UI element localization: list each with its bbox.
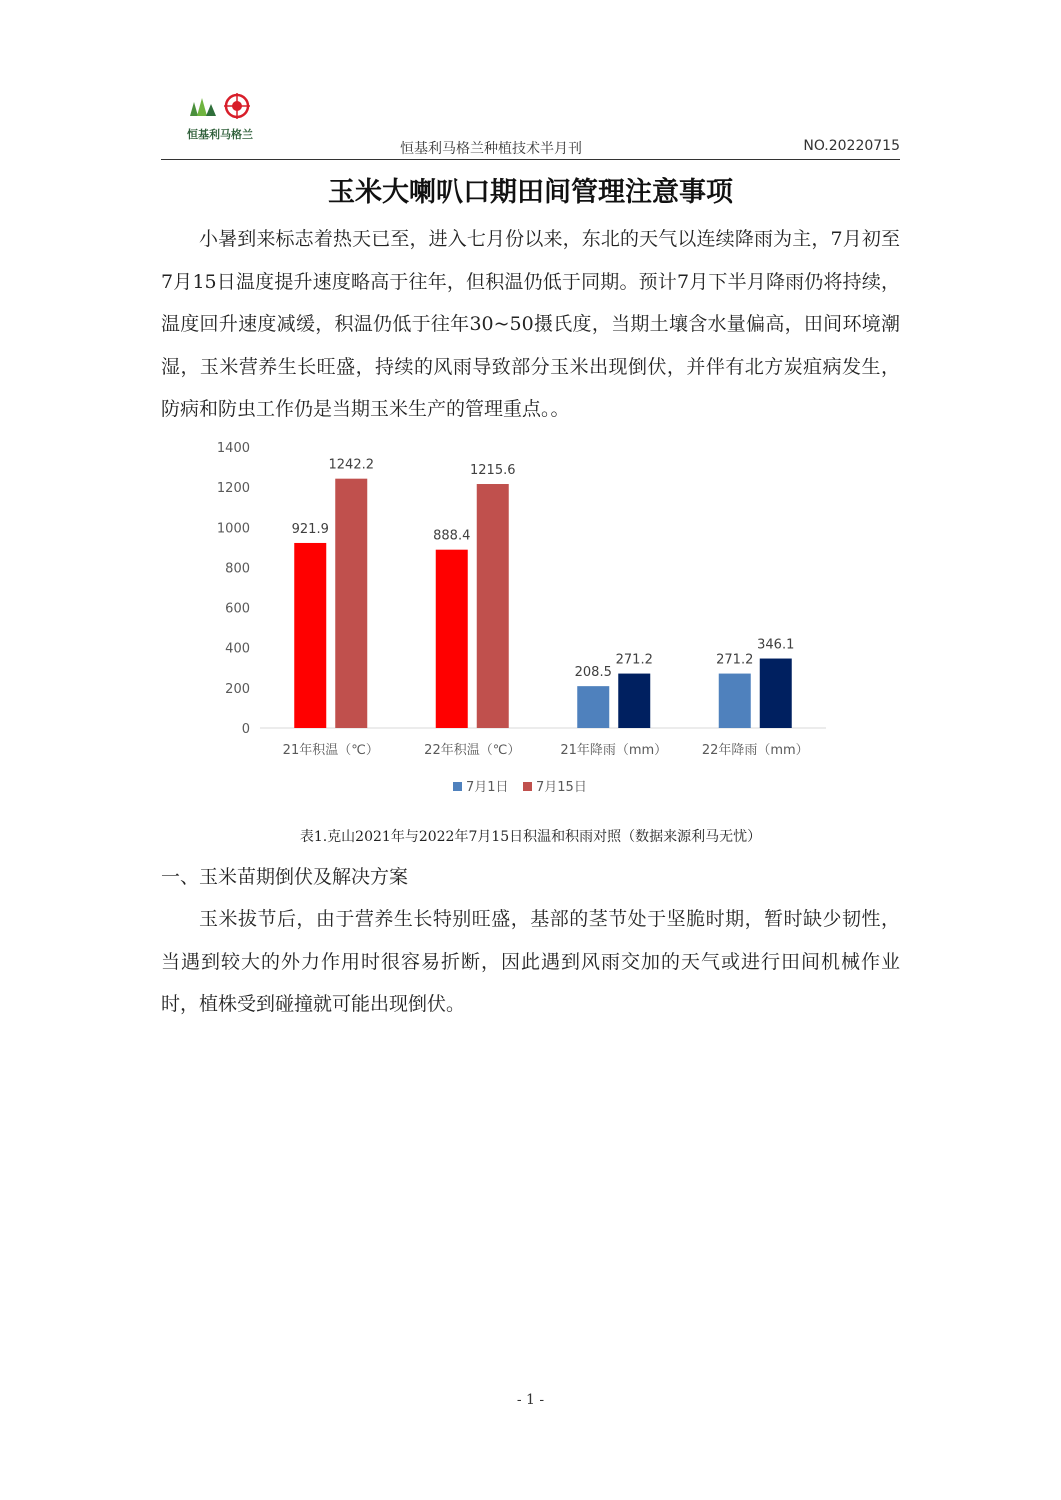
flower-logo-icon <box>224 93 250 119</box>
y-tick-label: 200 <box>225 681 250 697</box>
bar-chart <box>200 436 860 806</box>
bar <box>719 674 751 728</box>
data-label: 346.1 <box>757 637 795 653</box>
y-tick-label: 1000 <box>216 521 250 537</box>
page-number: - 1 - <box>516 1392 545 1408</box>
data-label: 888.4 <box>433 528 471 544</box>
bar <box>436 550 468 728</box>
page-title: 玉米大喇叭口期田间管理注意事项 <box>328 177 733 208</box>
legend-label: 7月1日 <box>466 780 509 795</box>
data-label: 271.2 <box>716 652 754 668</box>
y-tick-label: 800 <box>225 561 250 577</box>
header-divider <box>161 159 900 160</box>
bar <box>577 686 609 728</box>
legend-label: 7月15日 <box>536 780 587 795</box>
bar <box>294 543 326 728</box>
x-tick-label: 22年降雨（mm） <box>701 743 809 758</box>
journal-title: 恒基利马格兰种植技术半月刊 <box>400 141 582 157</box>
legend-swatch <box>523 782 532 791</box>
bar <box>477 484 509 728</box>
y-tick-label: 1400 <box>216 441 250 456</box>
x-tick-label: 22年积温（℃） <box>424 743 521 758</box>
data-label: 271.2 <box>615 652 653 668</box>
x-tick-label: 21年积温（℃） <box>282 743 379 758</box>
section-paragraph: 玉米拔节后，由于营养生长特别旺盛，基部的茎节处于坚脆时期，暂时缺少韧性，当遇到较大的外力作用时很容易折断，因此遇到风雨交加的天气或进行田间机械作业时，植株受到碰撞就可能出现倒伏。 <box>161 908 900 1015</box>
data-label: 1215.6 <box>470 463 516 479</box>
data-label: 208.5 <box>574 665 612 681</box>
chart-caption: 表1.克山2021年与2022年7月15日积温和积雨对照（数据来源利马无忧） <box>299 829 762 845</box>
y-tick-label: 1200 <box>216 481 250 497</box>
leaf-logo-icon <box>190 98 216 116</box>
logo-text: 恒基利马格兰 <box>187 128 253 141</box>
x-tick-label: 21年降雨（mm） <box>560 743 668 758</box>
data-label: 921.9 <box>291 521 329 537</box>
bar <box>335 479 367 728</box>
section-heading: 一、玉米苗期倒伏及解决方案 <box>161 866 409 888</box>
data-label: 1242.2 <box>328 457 374 473</box>
y-tick-label: 600 <box>225 601 250 617</box>
issue-number: NO.20220715 <box>803 138 900 154</box>
y-tick-label: 400 <box>225 641 250 657</box>
bar <box>618 674 650 728</box>
y-tick-label: 0 <box>241 722 250 737</box>
bar <box>760 659 792 728</box>
legend-swatch <box>453 782 462 791</box>
intro-paragraph: 小暑到来标志着热天已至，进入七月份以来，东北的天气以连续降雨为主，7月初至7月15日温度提升速度略高于往年，但积温仍低于同期。预计7月下半月降雨仍将持续，温度回升速度减缓，积温仍低于往年30~50摄氏度，当期土壤含水量偏高，田间环境潮湿，玉米营养生长旺盛，持续的风雨导致部分玉米出现倒伏，并伴有北方炭疽病发生，防病和防虫工作仍是当期玉米生产的管理重点。。 <box>161 228 900 420</box>
